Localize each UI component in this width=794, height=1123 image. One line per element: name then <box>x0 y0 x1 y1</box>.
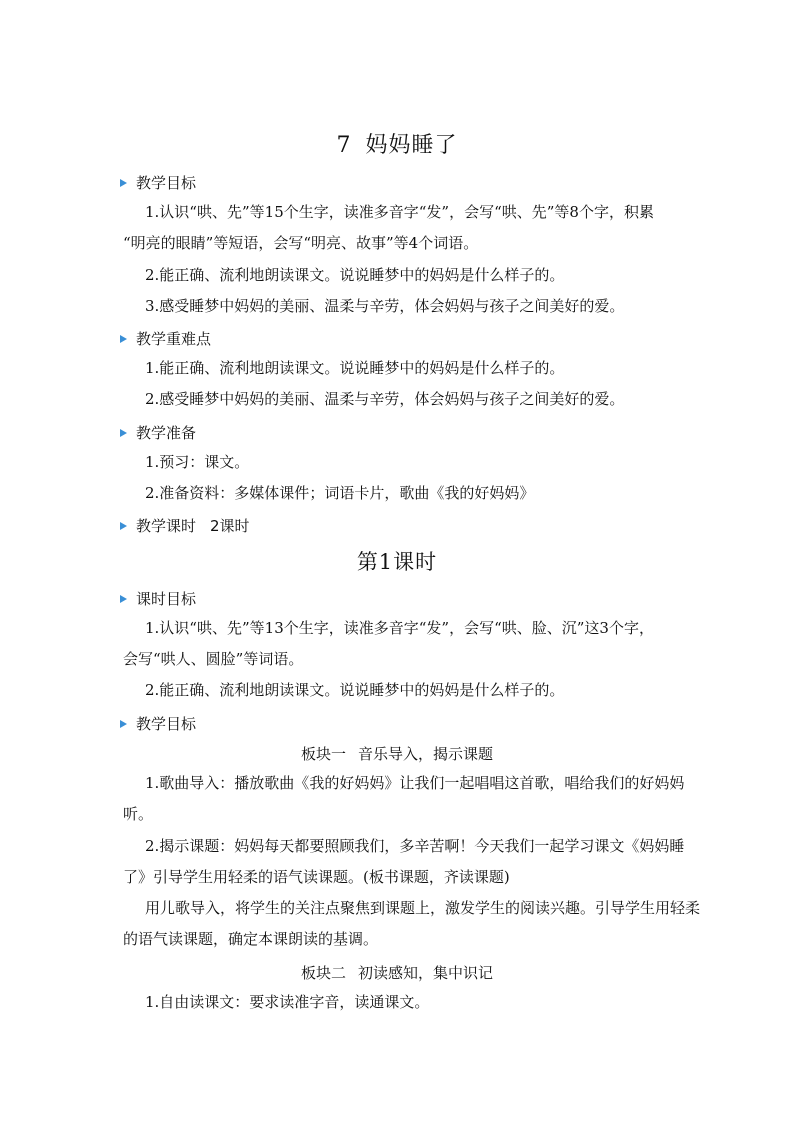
period-goals-line-1: 1.认识“哄、先”等13个生字，读准多音字“发”，会写“哄、脸、沉”这3个字， <box>145 619 654 637</box>
hours-value: 2课时 <box>210 517 250 535</box>
block1-line-2: 2.揭示课题：妈妈每天都要照顾我们，多辛苦啊！今天我们一起学习课文《妈妈睡 <box>145 837 685 855</box>
heading-text: 教学课时 <box>136 517 197 535</box>
triangle-bullet-icon <box>120 522 127 530</box>
preparation-line-2: 2.准备资料：多媒体课件；词语卡片，歌曲《我的好妈妈》 <box>145 484 535 502</box>
key-points-line-1: 1.能正确、流利地朗读课文。说说睡梦中的妈妈是什么样子的。 <box>145 359 565 377</box>
triangle-bullet-icon <box>120 720 127 728</box>
block1-heading <box>0 743 794 764</box>
section-heading-preparation <box>120 422 196 443</box>
triangle-bullet-icon <box>120 429 127 437</box>
goals-line-1-cont: “明亮的眼睛”等短语，会写“明亮、故事”等4个词语。 <box>123 234 479 252</box>
block1-line-1-cont: 听。 <box>123 805 154 823</box>
heading-text: 教学重难点 <box>136 330 212 348</box>
section-heading-teaching-goals <box>120 713 196 734</box>
goals-line-1: 1.认识“哄、先”等15个生字，读准多音字“发”，会写“哄、先”等8个字，积累 <box>145 203 654 221</box>
block1-line-1: 1.歌曲导入：播放歌曲《我的好妈妈》让我们一起唱唱这首歌，唱给我们的好妈妈 <box>145 774 685 792</box>
lesson-number: 7 <box>336 133 352 158</box>
key-points-line-2: 2.感受睡梦中妈妈的美丽、温柔与辛劳，体会妈妈与孩子之间美好的爱。 <box>145 390 625 408</box>
heading-text: 教学准备 <box>136 424 197 442</box>
block1-line-3-cont: 的语气读课题，确定本课朗读的基调。 <box>123 930 379 948</box>
lesson-title-text: 妈妈睡了 <box>365 133 458 158</box>
heading-text: 教学目标 <box>136 715 197 733</box>
section-heading-hours <box>120 515 250 536</box>
section-heading-key-points <box>120 328 211 349</box>
block1-line-2-cont: 了》引导学生用轻柔的语气读课题。(板书课题，齐读课题) <box>123 868 510 886</box>
block2-heading <box>0 962 794 983</box>
period-title: 第1课时 <box>356 550 438 574</box>
section-heading-goals <box>120 172 196 193</box>
period-goals-line-2: 2.能正确、流利地朗读课文。说说睡梦中的妈妈是什么样子的。 <box>145 681 565 699</box>
goals-line-2: 2.能正确、流利地朗读课文。说说睡梦中的妈妈是什么样子的。 <box>145 266 565 284</box>
lesson-title <box>0 128 794 159</box>
block1-line-3: 用儿歌导入，将学生的关注点聚焦到课题上，激发学生的阅读兴趣。引导学生用轻柔 <box>145 899 701 917</box>
triangle-bullet-icon <box>120 335 127 343</box>
triangle-bullet-icon <box>120 179 127 187</box>
block2-line-1: 1.自由读课文：要求读准字音，读通课文。 <box>145 993 430 1011</box>
block1-title: 音乐导入，揭示课题 <box>358 745 494 763</box>
block1-label: 板块一 <box>300 745 346 763</box>
block2-title: 初读感知，集中识记 <box>358 964 494 982</box>
heading-text: 教学目标 <box>136 174 197 192</box>
heading-text: 课时目标 <box>136 590 197 608</box>
triangle-bullet-icon <box>120 595 127 603</box>
block2-label: 板块二 <box>300 964 346 982</box>
section-heading-period-goals <box>120 588 196 609</box>
goals-line-3: 3.感受睡梦中妈妈的美丽、温柔与辛劳，体会妈妈与孩子之间美好的爱。 <box>145 297 625 315</box>
preparation-line-1: 1.预习：课文。 <box>145 453 250 471</box>
period-goals-line-1-cont: 会写“哄人、圆脸”等词语。 <box>123 650 304 668</box>
